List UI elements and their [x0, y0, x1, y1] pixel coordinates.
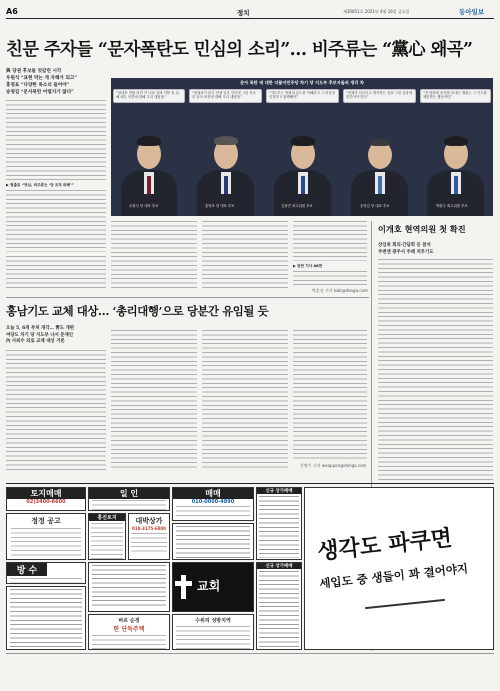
ad-notice: [6, 513, 86, 560]
ad-phone: 02)3400-6600: [26, 499, 66, 505]
ad-text: [88, 562, 170, 612]
candidate-portrait: [418, 106, 493, 216]
ad-title: 신규 상가매매: [257, 563, 301, 569]
photo-caption: 송영길 당 대표 후보: [360, 204, 390, 208]
footer-rule: [6, 653, 494, 654]
ad-land: [6, 487, 86, 511]
photo-caption: 우원식 당 대표 후보: [129, 204, 159, 208]
ad-subtitle: 한 단독주택: [113, 626, 145, 633]
quote-bubble: “전 당원에 문자를 보내는 행위는 그 인도를 제한받는 행동이다”: [420, 89, 491, 103]
side-text: [378, 259, 493, 484]
candidate-portrait: [264, 106, 341, 216]
photo-caption: 김용민 최고위원 후보: [281, 204, 313, 208]
article-text-col4: [293, 221, 367, 261]
ad-title: 정정 공고: [31, 517, 61, 525]
ads-rule: [6, 483, 494, 484]
ad-phone: 010-0000-4890: [191, 499, 235, 505]
ad-room: [6, 562, 86, 584]
main-deck: [6, 68, 106, 96]
deck-line: 상임위 회의·간담회 등 참석: [378, 243, 431, 248]
second-headline: 홍남기도 교체 대상… ‘총리대행’으로 당분간 유임될 듯: [6, 304, 269, 318]
side-headline: 이개호 현역의원 첫 확진: [378, 224, 466, 234]
article-text-col3: [202, 221, 288, 291]
side-deck: [378, 243, 493, 256]
ad-store: [88, 513, 126, 560]
deck-line: 與 당권 후보들 엇갈린 시각: [6, 69, 62, 74]
main-headline: 친문 주자들 “문자폭탄도 민심의 소리”… 비주류는 “黨心 왜곡”: [6, 40, 473, 60]
ad-title: 일 인: [89, 488, 169, 499]
issue-info: 제30851호 2021년 4월 16일 금요일: [343, 9, 410, 14]
candidate-portrait: [187, 106, 264, 216]
article-text-col1b: [6, 190, 106, 252]
ad-text: [256, 562, 302, 650]
ad-job: [88, 487, 170, 511]
page-label: A6: [6, 7, 18, 16]
photo-caption: 박완주 최고위원 후보: [436, 204, 468, 208]
second-text-col3: [202, 330, 288, 470]
ad-title: 토지매매: [7, 488, 85, 499]
ad-bottom: [256, 487, 302, 560]
deck-line: 송영길 “문자폭탄 어렵지가 않다”: [6, 90, 74, 95]
second-deck: [6, 326, 106, 346]
ad-rent: [128, 513, 170, 560]
deck-line: 內 사퇴수 외로 교체 대상 거론: [6, 339, 65, 345]
ad-title: 대박상가: [135, 517, 163, 525]
second-byline: 문병기 기자 weappon@donga.com: [300, 463, 367, 468]
ad-title: 교회: [197, 579, 221, 593]
paper-name: 동아일보: [459, 8, 485, 16]
ad-title: 바르 순정: [118, 618, 140, 624]
quote-bubble: “당대표 적합 의견 각 나라 입에 지를 짓 위해 매우 의견에 대해 우리 대답을”: [113, 89, 185, 103]
article-text-col1: [6, 100, 106, 180]
photo-caption: 홍영표 당 대표 후보: [205, 204, 235, 208]
ad-sale: [172, 487, 254, 521]
second-text-col4: [293, 330, 367, 462]
ad-large-headline: 생각도 파쿠면: [316, 524, 454, 565]
candidates-photo: [111, 78, 493, 216]
article-page-ref: ▶ 관련 기사 A8면: [293, 264, 323, 268]
candidate-portrait: [111, 106, 187, 216]
quote-bubble: “지도부는 당원의 분노를 이해하고 그 마음을 인정하고 함께해야”: [266, 89, 339, 103]
ad-large-subline: 세입도 중 생들이 꽈 결어야지: [318, 561, 469, 591]
quote-bubble: “전체가 다르다고 생각하는 것을 그런 입장에 맞추어야 한다”: [343, 89, 416, 103]
ad-cross: [172, 562, 254, 612]
deck-line: 우원식 “표현 막는 게 자해가 되고”: [6, 76, 77, 81]
ad-text: [6, 586, 86, 650]
candidate-portrait: [341, 106, 418, 216]
ad-title: 홍진토지: [89, 514, 125, 521]
article-subhead: ▶ 뒷줄로 “당심, 비주류는 ‘당 조직 와해’”: [6, 183, 74, 187]
ad-text: [172, 523, 254, 560]
article-text-col2: [111, 221, 197, 291]
ad-title: 수위리 성방지역: [195, 618, 231, 624]
ad-large: [304, 487, 494, 650]
cross-icon: [181, 575, 186, 599]
ad-title: 방 수: [7, 563, 47, 576]
article-text-col4b: [293, 271, 367, 287]
deck-line: 여당도 차기 당 지도부 나서 문재인: [6, 332, 74, 338]
photo-title: 문자 폭탄 에 대한 더불어민주당 차기 당 지도부 후보자들의 생각 차: [240, 80, 364, 85]
main-byline: 박훈상 기자 tobi@donga.com: [312, 288, 368, 293]
deck-line: 오늘 5, 6개 부처 개각… 靑도 개편: [6, 326, 75, 331]
section-divider: [6, 297, 369, 298]
second-text-col2: [111, 330, 197, 470]
deck-line: 주변엔 광주서 주례 치루기도: [378, 249, 434, 255]
ad-phone: 010-3175-6800: [132, 526, 166, 531]
article-text-col1c: [6, 256, 106, 291]
deck-line: 홍영표 “다양한 목소리 들어야”: [6, 83, 70, 88]
cross-icon-bar: [175, 581, 192, 586]
ad-large-scribble: [365, 599, 445, 609]
second-text-col1: [6, 350, 106, 470]
header-rule: [6, 18, 494, 19]
ad-title: 매매: [173, 488, 253, 499]
ad-small: [88, 614, 170, 650]
quote-bubble: “당대표가 되기 전에 일부 인터넷 그런 목소리 알아 의견에 대해 우리 대답을”: [189, 89, 262, 103]
section-label: 정치: [237, 9, 250, 17]
ad-title: 신규 상가매매: [257, 488, 301, 494]
ad-photo: [172, 614, 254, 650]
